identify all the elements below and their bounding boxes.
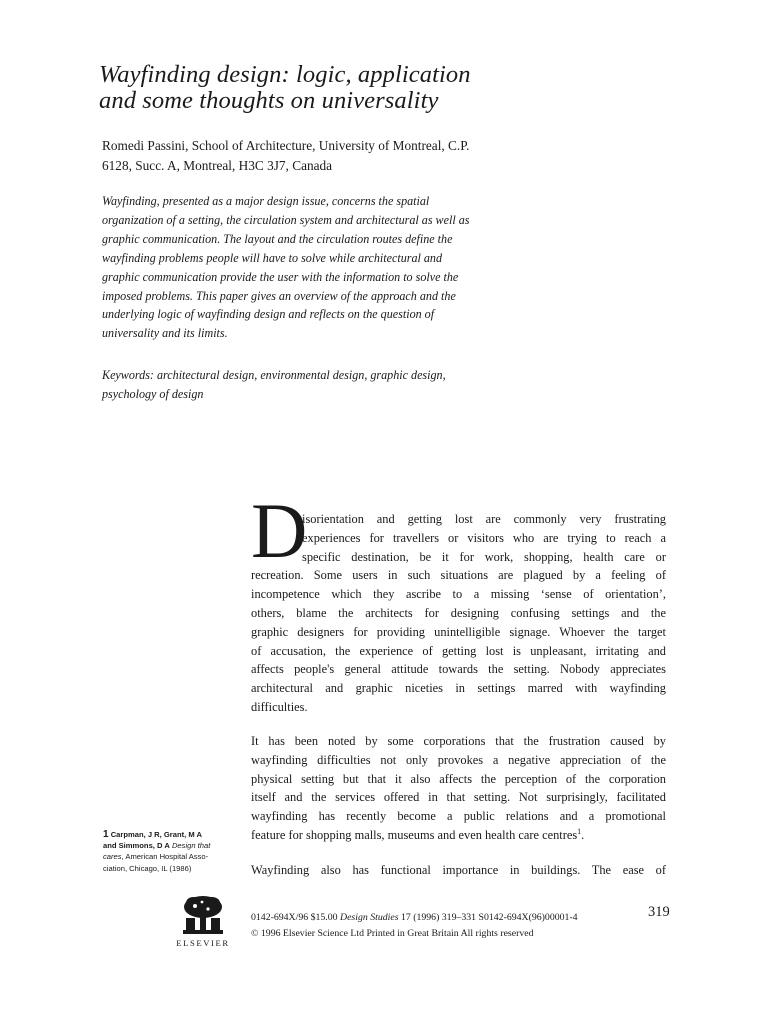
paragraph-line: incompetence which they ascribe to a missing ‘sense of orientation’, — [251, 587, 666, 602]
abstract-line: universality and its limits. — [102, 326, 228, 341]
article-title — [99, 62, 659, 114]
abstract-line: underlying logic of wayfinding design and reflects on the question of — [102, 307, 435, 322]
footnote-reference[interactable]: 1 — [577, 826, 582, 836]
abstract-line: graphic communication provide the user with the information to solve the — [102, 269, 459, 284]
paragraph-line: of accusation, the experience of getting lost is unpleasant, irritating and — [251, 643, 666, 658]
elsevier-tree-icon — [181, 894, 225, 936]
publication-identifiers — [251, 910, 651, 926]
journal-name: Design Studies — [340, 912, 399, 923]
elsevier-logo — [172, 894, 234, 948]
page-number: 319 — [648, 904, 670, 920]
paragraph-line: difficulties. — [251, 699, 308, 714]
footnote-work-title: cares, — [103, 852, 124, 862]
body-paragraph-3 — [251, 861, 666, 880]
keywords-line: Keywords: architectural design, environmental design, graphic design, — [102, 368, 446, 382]
abstract-line: graphic communication. The layout and the circulation routes define the — [102, 231, 453, 246]
abstract-line: imposed problems. This paper gives an overview of the approach and the — [102, 288, 456, 303]
paragraph-line: experiences for travellers or visitors who are trying to reach a — [302, 530, 666, 545]
title-line: Wayfinding design: logic, application — [99, 61, 471, 88]
paragraph-line: graphic designers for providing unintelligible signage. Whoever the target — [251, 624, 666, 639]
drop-cap: D — [251, 487, 308, 574]
footnote-line — [103, 851, 243, 862]
paragraph-line: affects people's general attitude towards the setting. Nobody appreciates — [251, 662, 666, 677]
paragraph-line: architectural and graphic niceties in settings marred with wayfinding — [251, 681, 666, 696]
paragraph-line: itself and the services offered in that setting. Not surprisingly, facilitated — [251, 790, 666, 805]
paragraph-line-text: feature for shopping malls, museums and even health care centres — [251, 827, 578, 842]
footnote-number: 1 — [103, 829, 109, 840]
abstract-line: Wayfinding, presented as a major design issue, concerns the spatial — [102, 194, 430, 208]
body-paragraph-1 — [251, 510, 666, 717]
publication-info — [251, 910, 651, 942]
body-paragraph-2 — [251, 732, 666, 845]
elsevier-wordmark: ELSEVIER — [176, 938, 230, 948]
abstract-line: organization of a setting, the circulation system and architectural as well as — [102, 212, 470, 227]
footnote-publisher: American Hospital Asso- — [125, 852, 209, 862]
keywords-line: psychology of design — [102, 386, 204, 401]
paragraph-line: recreation. Some users in such situations are plagued by a feeling of — [251, 568, 666, 583]
sentence-end: . — [581, 827, 585, 842]
paragraph-line: isorientation and getting lost are commonly very frustrating — [302, 512, 666, 526]
keywords — [102, 366, 522, 404]
copyright-line: © 1996 Elsevier Science Ltd Printed in Great Britain All rights reserved — [251, 928, 534, 939]
author-affiliation — [102, 136, 522, 176]
footnote-work-title: Design that — [171, 841, 211, 851]
sidenote-reference — [103, 829, 243, 874]
author-line: Romedi Passini, School of Architecture, University of Montreal, C.P. — [102, 138, 470, 153]
pii: S0142-694X(96)00001-4 — [478, 912, 578, 923]
footnote-line — [103, 840, 243, 851]
paragraph-line: wayfinding difficulties not only provokes a negative appreciation of the — [251, 752, 666, 767]
paragraph-line: Wayfinding also has functional importance in buildings. The ease of — [251, 863, 666, 877]
abstract — [102, 192, 522, 343]
abstract-line: wayfinding problems people will have to solve while architectural and — [102, 250, 443, 265]
paragraph-line — [251, 826, 666, 845]
footnote-line: ciation, Chicago, IL (1986) — [103, 863, 192, 873]
footnote-authors: Carpman, J R, Grant, M A — [110, 830, 202, 839]
paragraph-line: others, blame the architects for designing confusing settings and the — [251, 605, 666, 620]
title-line: and some thoughts on universality — [99, 87, 439, 114]
paragraph-line: It has been noted by some corporations that the frustration caused by — [251, 734, 666, 748]
paragraph-line: physical setting but that it also affects the perception of the corporation — [251, 771, 666, 786]
volume-pages: 17 (1996) 319–331 — [400, 912, 477, 923]
footnote-line — [103, 829, 243, 840]
issn-price: 0142-694X/96 $15.00 — [251, 912, 338, 923]
paragraph-line: wayfinding has recently become a public relations and a promotional — [251, 809, 666, 824]
author-line: 6128, Succ. A, Montreal, H3C 3J7, Canada — [102, 158, 333, 173]
footnote-authors: and Simmons, D A — [103, 841, 170, 851]
paragraph-line: specific destination, be it for work, shopping, health care or — [302, 549, 666, 564]
